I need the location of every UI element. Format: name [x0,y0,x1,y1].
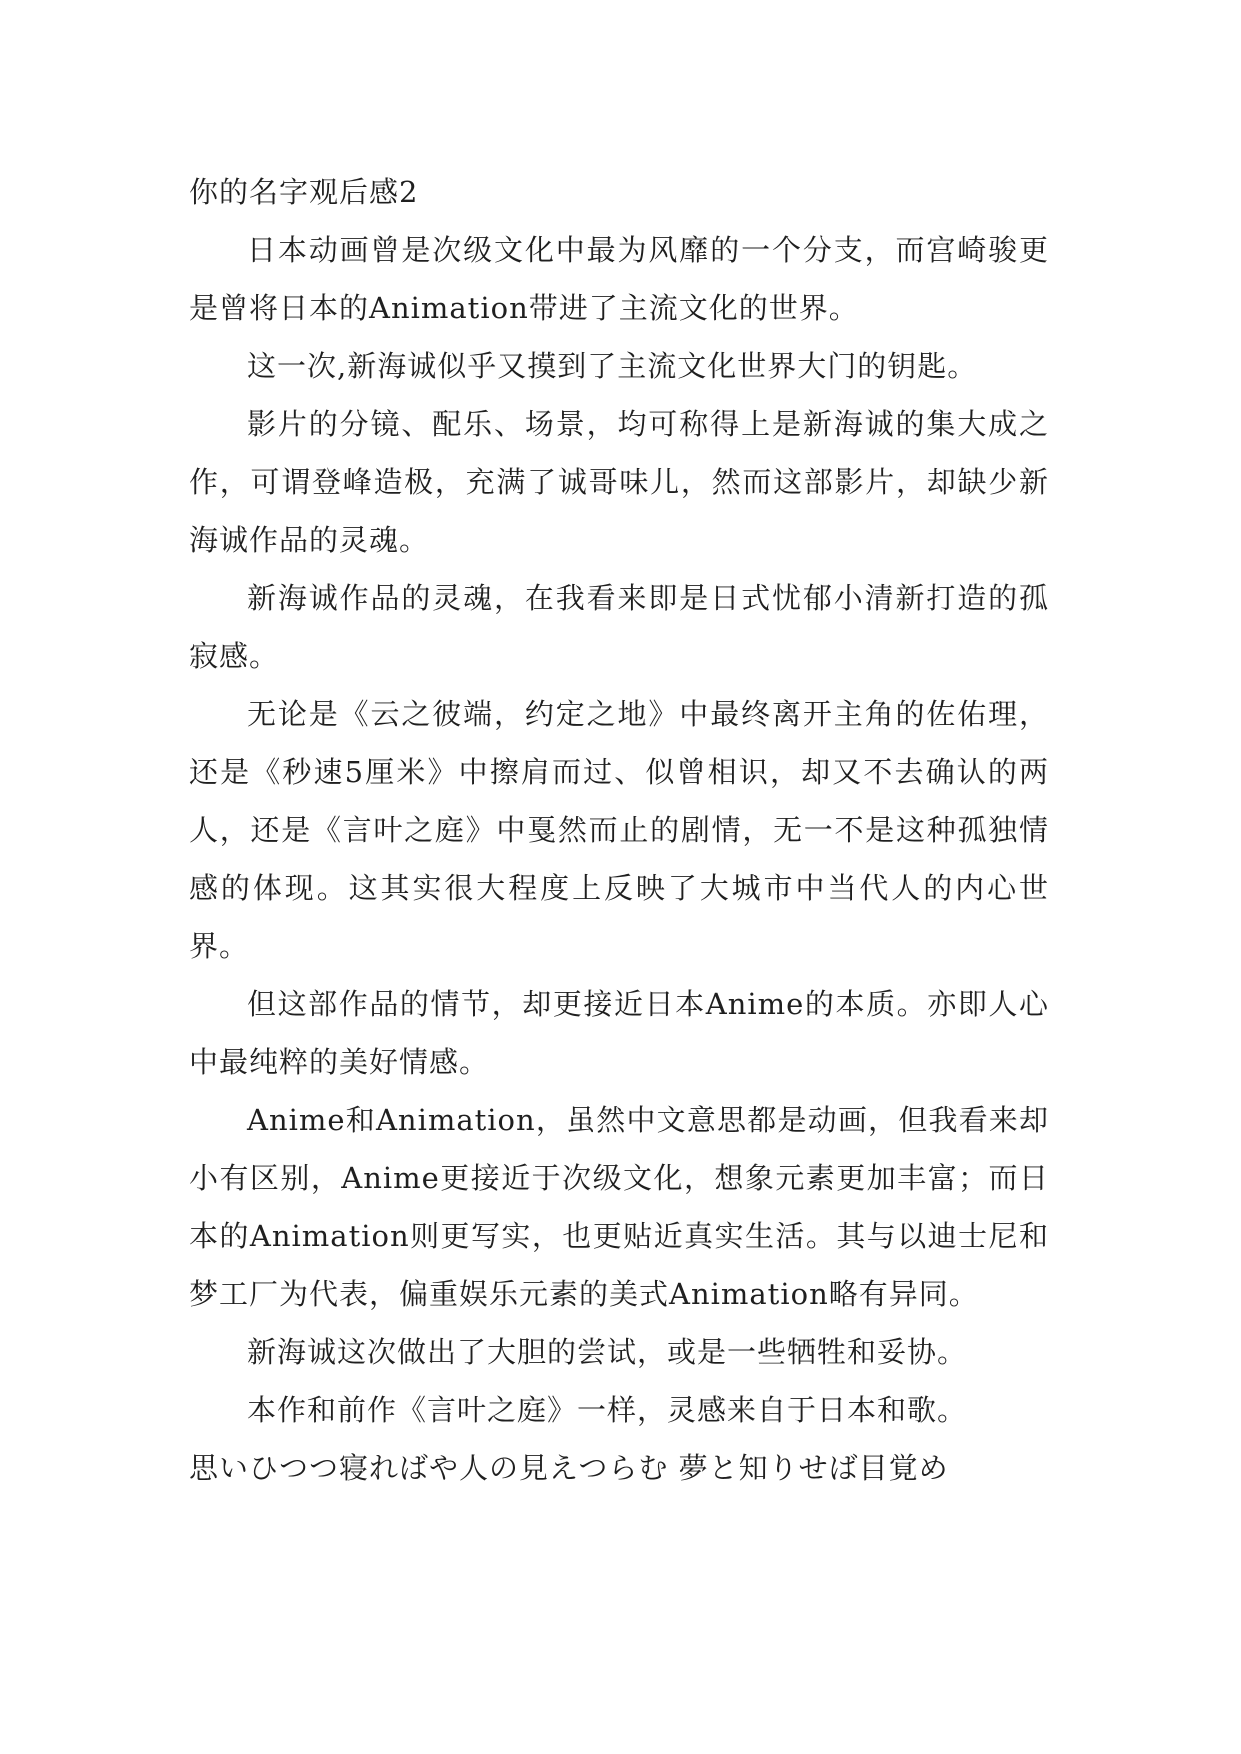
paragraph: 无论是《云之彼端，约定之地》中最终离开主角的佐佑理，还是《秒速5厘米》中擦肩而过、似曾相识，却又不去确认的两人，还是《言叶之庭》中戛然而止的剧情，无一不是这种孤独情感的体现。这其实很大程度上反映了大城市中当代人的内心世界。 [189,697,1049,963]
paragraph: 新海诚这次做出了大胆的尝试，或是一些牺牲和妥协。 [247,1335,968,1369]
paragraph: 这一次,新海诚似乎又摸到了主流文化世界大门的钥匙。 [247,349,978,383]
document-title: 你的名字观后感2 [189,175,419,209]
paragraph: 日本动画曾是次级文化中最为风靡的一个分支，而宫崎骏更是曾将日本的Animation带进了主流文化的世界。 [189,233,1049,325]
paragraph: Anime和Animation，虽然中文意思都是动画，但我看来却小有区别，Anime更接近于次级文化，想象元素更加丰富；而日本的Animation则更写实，也更贴近真实生活。其与以迪士尼和梦工厂为代表，偏重娱乐元素的美式Animation略有异同。 [189,1103,1049,1311]
paragraph: 但这部作品的情节，却更接近日本Anime的本质。亦即人心中最纯粹的美好情感。 [189,987,1049,1079]
document-body [189,163,1049,1497]
paragraph: 本作和前作《言叶之庭》一样，灵感来自于日本和歌。 [247,1393,968,1427]
paragraph: 影片的分镜、配乐、场景，均可称得上是新海诚的集大成之作，可谓登峰造极，充满了诚哥味儿，然而这部影片，却缺少新海诚作品的灵魂。 [189,407,1049,557]
paragraph-waka: 思いひつつ寝ればや人の見えつらむ 夢と知りせば目覚め [189,1451,949,1485]
paragraph: 新海诚作品的灵魂，在我看来即是日式忧郁小清新打造的孤寂感。 [189,581,1049,673]
